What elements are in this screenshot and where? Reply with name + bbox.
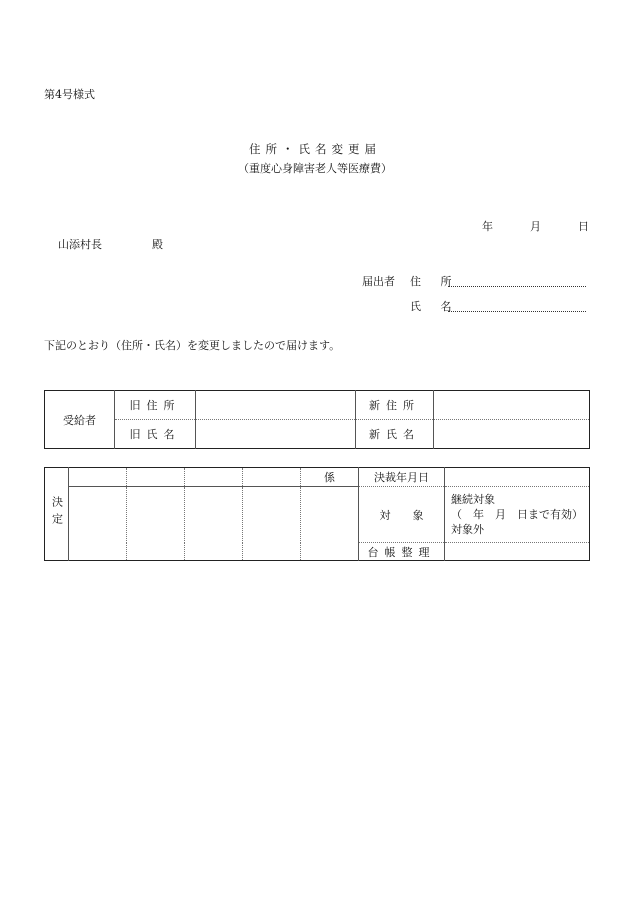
target-label: 対 象 — [359, 487, 445, 543]
date-year-label: 年 — [482, 220, 493, 233]
recipient-header: 受給者 — [45, 391, 115, 449]
recipient-table — [44, 390, 590, 449]
address-field-label: 住 所 — [410, 275, 460, 288]
addressee-honorific: 殿 — [152, 238, 163, 251]
status-continue: 継続対象 — [451, 493, 495, 506]
decision-table — [44, 467, 590, 561]
addressee-name: 山添村長 — [58, 238, 102, 251]
stamp-cell-2[interactable] — [127, 487, 185, 561]
ledger-cell[interactable] — [445, 543, 590, 561]
statement-text: 下記のとおり（住所・氏名）を変更しましたので届けます。 — [44, 339, 341, 352]
old-address-cell[interactable] — [196, 391, 356, 420]
applicant-label: 届出者 — [362, 275, 395, 288]
target-status-cell[interactable] — [445, 487, 590, 543]
name-field-label: 氏 名 — [410, 300, 460, 313]
staff-stamp-cell[interactable] — [301, 487, 359, 561]
stamp-header-1 — [69, 468, 127, 487]
stamp-header-3 — [185, 468, 243, 487]
decision-date-label: 決裁年月日 — [359, 468, 445, 487]
new-name-cell[interactable] — [434, 420, 590, 449]
form-number: 第4号様式 — [44, 88, 95, 101]
date-day-label: 日 — [578, 220, 589, 233]
new-address-cell[interactable] — [434, 391, 590, 420]
new-address-label: 新住所 — [356, 391, 434, 420]
ledger-label: 台帳整理 — [359, 543, 445, 561]
old-name-cell[interactable] — [196, 420, 356, 449]
date-month-label: 月 — [530, 220, 541, 233]
staff-label: 係 — [301, 468, 359, 487]
status-valid-until: （ 年 月 日まで有効） — [451, 508, 583, 521]
stamp-cell-3[interactable] — [185, 487, 243, 561]
new-name-label: 新氏名 — [356, 420, 434, 449]
decision-header — [45, 468, 69, 561]
form-title: 住所・氏名変更届 — [249, 142, 381, 156]
name-field-line[interactable] — [448, 311, 586, 312]
status-excluded: 対象外 — [451, 523, 484, 536]
old-address-label: 旧住所 — [115, 391, 196, 420]
decision-header-text: 決定 — [50, 495, 64, 530]
decision-date-cell[interactable] — [445, 468, 590, 487]
stamp-cell-4[interactable] — [243, 487, 301, 561]
address-field-line[interactable] — [448, 286, 586, 287]
stamp-header-4 — [243, 468, 301, 487]
stamp-header-2 — [127, 468, 185, 487]
old-name-label: 旧氏名 — [115, 420, 196, 449]
stamp-cell-1[interactable] — [69, 487, 127, 561]
form-subtitle: （重度心身障害老人等医療費） — [238, 162, 392, 175]
